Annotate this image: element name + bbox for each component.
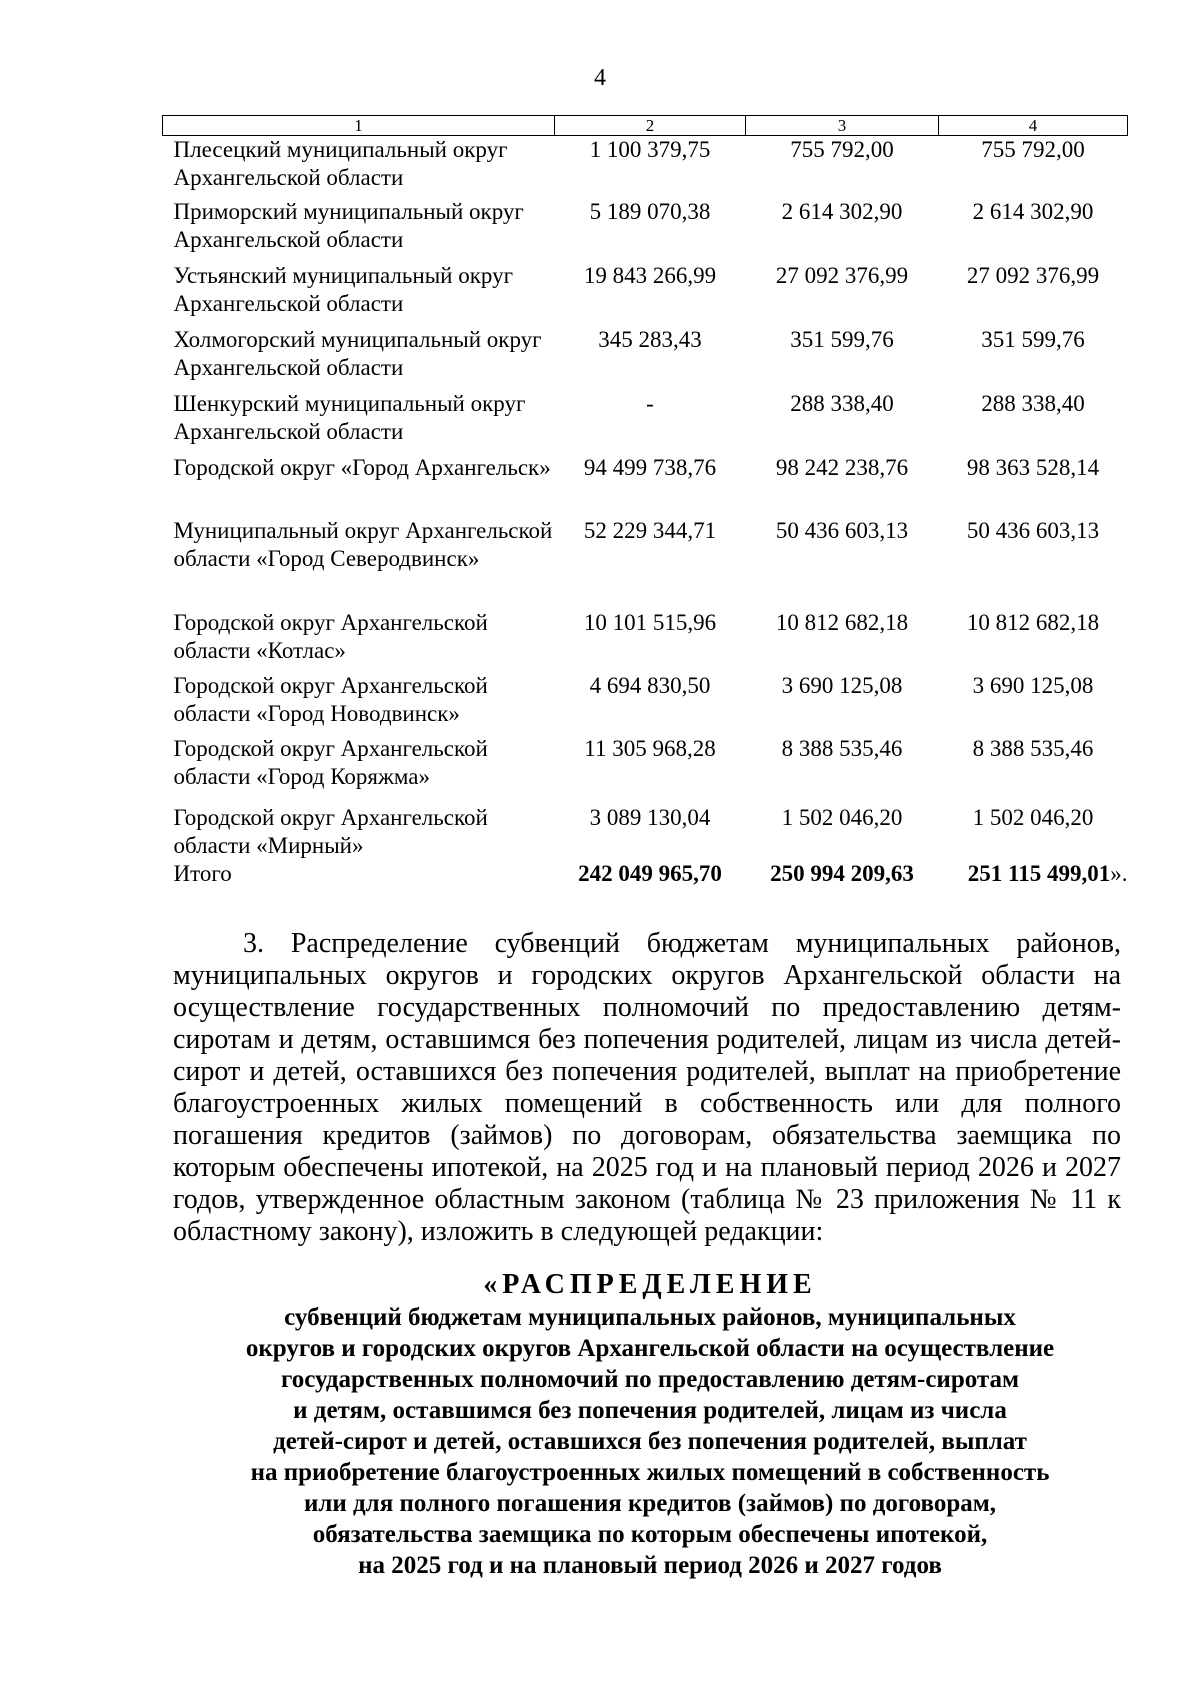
value-2026: 98 242 238,76 — [775, 455, 909, 480]
total-2027-cell — [939, 860, 1128, 888]
value-2027: 27 092 376,99 — [966, 263, 1100, 288]
closing-quote: ». — [1110, 861, 1128, 886]
total-label: Итого — [173, 861, 232, 886]
value-2025: 19 843 266,99 — [583, 263, 717, 288]
value-2025: 4 694 830,50 — [589, 673, 711, 698]
table-row — [163, 735, 1128, 804]
table-row — [163, 262, 1128, 326]
column-number-4: 4 — [939, 116, 1128, 136]
total-2025: 242 049 965,70 — [578, 861, 722, 886]
total-2026: 250 994 209,63 — [770, 861, 914, 886]
municipality-name: Городской округ «Город Архангельск» — [173, 455, 551, 480]
value-2026: 288 338,40 — [790, 391, 894, 416]
municipality-name: Плесецкий муниципальный округ Архангельской области — [173, 137, 508, 190]
value-2026: 27 092 376,99 — [775, 263, 909, 288]
value-2027: 755 792,00 — [981, 137, 1085, 162]
heading-title: «РАСПРЕДЕЛЕНИЕ — [483, 1269, 817, 1300]
total-2027: 251 115 499,01 — [967, 861, 1111, 886]
municipality-name: Муниципальный округ Архангельской области «Город Северодвинск» — [173, 518, 553, 571]
heading-line: и детям, оставшимся без попечения родителей, лицам из числа — [293, 1397, 1007, 1424]
municipality-name: Приморский муниципальный округ Архангельской области — [173, 199, 524, 252]
municipality-name: Городской округ Архангельской области «Город Новодвинск» — [173, 673, 488, 726]
value-2025: 5 189 070,38 — [589, 199, 711, 224]
value-2027: 3 690 125,08 — [972, 673, 1094, 698]
heading-line: на приобретение благоустроенных жилых помещений в собственность — [250, 1459, 1050, 1486]
municipality-name: Городской округ Архангельской области «Котлас» — [173, 610, 488, 663]
heading-line: или для полного погашения кредитов (займов) по договорам, — [303, 1490, 997, 1517]
municipality-name: Городской округ Архангельской области «Город Коряжма» — [173, 736, 488, 789]
value-2025: 52 229 344,71 — [583, 518, 717, 543]
heading-line: на 2025 год и на плановый период 2026 и 2027 годов — [358, 1552, 942, 1579]
value-2026: 8 388 535,46 — [781, 736, 903, 761]
value-2027: 1 502 046,20 — [972, 805, 1094, 830]
value-2026: 3 690 125,08 — [781, 673, 903, 698]
amendment-paragraph: 3. Распределение субвенций бюджетам муниципальных районов, муниципальных округов и городских округов Архангельской области на осуществление государственных полномочий по предоставлению детям-сиротам и детям, оставшимся без попечения родителей, лицам из числа детей-сирот и детей, оставшихся без попечения родителей, выплат на приобретение благоустроенных жилых помещений в собственность или для полного погашения кредитов (займов) по договорам, обязательства заемщика по которым обеспечены ипотекой, на 2025 год и на плановый период 2026 и 2027 годов, утвержденное областным законом (таблица № 23 приложения № 11 к областному закону), изложить в следующей редакции: — [173, 928, 1121, 1247]
municipality-name: Шенкурский муниципальный округ Архангельской области — [173, 391, 526, 444]
column-number-3: 3 — [746, 116, 939, 136]
value-2025: 10 101 515,96 — [583, 610, 717, 635]
heading-line: государственных полномочий по предоставлению детям-сиротам — [280, 1366, 1020, 1393]
distribution-table — [162, 115, 1128, 888]
table-row — [163, 390, 1128, 454]
table-row — [163, 136, 1128, 199]
table-row — [163, 454, 1128, 517]
value-2027: 8 388 535,46 — [972, 736, 1094, 761]
value-2026: 755 792,00 — [790, 137, 894, 162]
value-2025: 94 499 738,76 — [583, 455, 717, 480]
value-2027: 351 599,76 — [981, 327, 1085, 352]
heading-line: обязательства заемщика по которым обеспечены ипотекой, — [312, 1521, 988, 1548]
heading-line: субвенций бюджетам муниципальных районов, муниципальных — [284, 1304, 1016, 1331]
value-2026: 351 599,76 — [790, 327, 894, 352]
table-row — [163, 672, 1128, 735]
municipality-name: Городской округ Архангельской области «Мирный» — [173, 805, 488, 858]
value-2026: 50 436 603,13 — [775, 518, 909, 543]
total-row — [163, 860, 1128, 888]
table-row — [163, 609, 1128, 672]
table-row — [163, 517, 1128, 609]
value-2026: 1 502 046,20 — [781, 805, 903, 830]
heading-line: округов и городских округов Архангельской области на осуществление — [245, 1335, 1055, 1362]
value-2025: 3 089 130,04 — [589, 805, 711, 830]
value-2025: - — [646, 391, 654, 416]
column-number-1: 1 — [163, 116, 555, 136]
value-2025: 11 305 968,28 — [584, 736, 716, 761]
value-2027: 98 363 528,14 — [966, 455, 1100, 480]
value-2027: 288 338,40 — [981, 391, 1085, 416]
distribution-heading — [150, 1268, 1150, 1581]
value-2025: 345 283,43 — [598, 327, 702, 352]
table-header-row — [163, 116, 1128, 136]
table-row — [163, 326, 1128, 390]
value-2025: 1 100 379,75 — [589, 137, 711, 162]
page-number: 4 — [594, 65, 606, 91]
municipality-name: Устьянский муниципальный округ Архангельской области — [173, 263, 514, 316]
table-row — [163, 198, 1128, 262]
value-2027: 10 812 682,18 — [966, 610, 1100, 635]
value-2026: 10 812 682,18 — [775, 610, 909, 635]
municipality-name: Холмогорский муниципальный округ Архангельской области — [173, 327, 542, 380]
column-number-2: 2 — [555, 116, 746, 136]
value-2027: 50 436 603,13 — [966, 518, 1100, 543]
table-row — [163, 804, 1128, 860]
value-2027: 2 614 302,90 — [972, 199, 1094, 224]
heading-line: детей-сирот и детей, оставшихся без попечения родителей, выплат — [273, 1428, 1027, 1455]
value-2026: 2 614 302,90 — [781, 199, 903, 224]
